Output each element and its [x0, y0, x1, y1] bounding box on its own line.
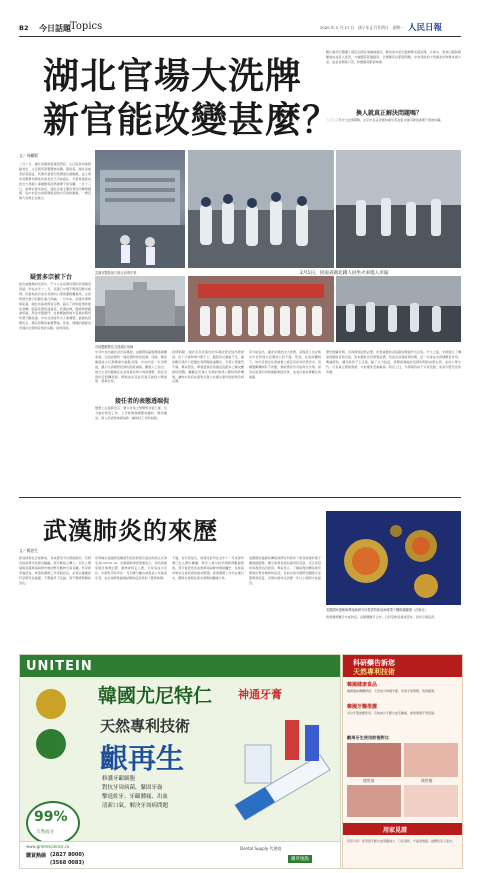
ad-right-body1: 韓國權威機構研發，天然成分修護牙齦，改善牙周問題，效果顯著。 — [347, 689, 438, 693]
certification-seal-icon — [36, 689, 66, 719]
ad-product-name: 齦再生 — [100, 742, 185, 775]
ad-bullet-item: 修護牙齦細胞 — [102, 776, 136, 782]
virus-microscope-image — [326, 511, 461, 605]
story1-body-col2: 中共中央向湖北派出指導組，由國務院副總理孫春蘭率領，全面加強對一線疫情防控的指導。同時，國家衛健委主任馬曉偉亦進駐武漢。中央的這一系列舉措，顯示出高層對疫情的高度重視。觀察人士指出，地方主官的撤換往往意味着政策方向的調整，新任官員能否扭轉局面，將取決於其能否真正做到公開透明、實事求是。 — [95, 350, 167, 384]
ad-brand-bar — [20, 655, 340, 677]
hazmat-workers-image — [188, 150, 334, 268]
page-header — [0, 0, 480, 44]
medical-team-banner-image — [188, 276, 334, 342]
ad-toothpaste[interactable] — [19, 654, 341, 869]
story1-body-col6: 歷史經驗表明，官員問責固然必要，但更重要的是從制度層面作出反思。沙士之後，中國建立了傳染病網絡直報系統，原本應能及早發現疫情，但此次武漢疫情初期，這一系統並未發揮應有作用。輿論認為，湖北新班子上任後，除了全力抗疫，更應認真檢討疫情初期的決策失誤，並向公眾交代。只有真正吸取教訓，才能避免悲劇重演。新官上任，外界期待的不只是表態，而是切實可見的改變。 — [326, 350, 461, 374]
story1-subhead3: 接任者的表態透端倪 — [115, 398, 170, 405]
ad-certification-badges — [28, 689, 84, 789]
staff-crowd-image — [336, 276, 461, 342]
ad-right-tagline: 韓國健康食品 — [347, 682, 378, 688]
ad-right-footer-bar — [343, 823, 462, 835]
story1-headline-line1: 湖北官場大洗牌 — [43, 55, 303, 97]
teeth-after-image-2 — [404, 785, 458, 817]
ad-percent-value: 99% — [34, 809, 68, 825]
ad-slogan-line2: 神通牙膏 — [238, 688, 282, 701]
ad-right-testimonials: 用家分享：使用後牙齦出血明顯減少，口氣清新，牙齒更穩固，推薦給家人朋友。 — [347, 839, 456, 843]
ad-dental-clinic[interactable] — [342, 654, 463, 869]
story2-body-col5: 病毒溯源關乎未來防疫，各國應攜手合作，以科學態度尋找答案，而非互相指責。 — [326, 615, 438, 619]
story1-body-col3: 疫情期間，湖北省及武漢市的多項決策受到外界批評。紅十字會物資分配不公、醫院床位嚴重不足、確診數字統計口徑變化等問題接連曝光，引發公眾強烈不滿。專家認為，單靠更換官員無法從根本上解決體制性問題，關鍵在於建立有效的資訊公開和問責機制，讓地方政府在面對突發公共衛生事件時能夠及時反應。 — [172, 350, 244, 384]
dateline: 2020 年 2 月 17 日 庚子年正月廿四日 星期一 — [320, 25, 404, 30]
story-divider — [19, 497, 461, 498]
story1-photo-hospital — [95, 150, 185, 268]
story2-body-col4: 美國國家過敏和傳染病研究所發布了新冠病毒的電子顯微鏡圖像，顯示病毒表面布滿冠狀突起，這正是冠狀病毒得名的原因。專家表示，了解病毒結構有助於開發針對性藥物和疫苗。目前全球多個研究團隊正加緊研發疫苗，但預計最快也需要一年以上時間才能面世。 — [249, 556, 321, 585]
story1-photo-building — [95, 276, 185, 342]
story1-subhead1: 疑雲多宗被下台 — [30, 274, 73, 281]
ad-bullet-item: 清新口氣，解決牙周病問題 — [102, 803, 169, 809]
after-label: 使用後 — [421, 778, 433, 783]
toothpaste-product-image — [225, 715, 335, 825]
ad-percent-badge — [26, 801, 80, 845]
topics-label: Topics — [70, 21, 103, 32]
ad-bullet-list — [102, 775, 222, 811]
story1-body-col5: 二〇〇三年沙士疫情期間，北京市長孟學農和衛生部長張文康同樣因處理不當被免職。 — [326, 118, 444, 122]
story1-byline: 文／周繼賢 — [19, 153, 38, 158]
page-number: B2 — [19, 24, 29, 32]
teeth-before-image — [347, 743, 401, 777]
ad-buy-button[interactable]: 購買地點 — [288, 855, 312, 863]
ad-phone-2[interactable]: (3568 0083) — [50, 860, 85, 866]
story1-body-col2b: 應勇上任後即表示，要以非常之舉應對非常之事，全力做好救治工作。王忠林則強調應收盡收、應治盡治。兩人的表態被視為新一輪防控工作的信號。 — [95, 406, 167, 420]
ad-right-subline: 韓國牙醫推薦 — [347, 704, 378, 710]
story1-body-col4: 有分析指出，湖北官場此次大洗牌，某程度上也反映出中央對地方治理能力的不滿。然而，在當前體制下，地方官員往往更重視上級意見而非民眾需求，這種激勵機制若不改變，類似情況仍可能再次出現。如何在追責的同時推動制度改革，成為社會各界關注的焦點。 — [249, 350, 321, 379]
story2-photo-caption: 美國國家過敏和傳染病研究所提供的新冠病毒電子顯微鏡圖像（法新社） — [326, 608, 428, 612]
ad-footer — [20, 841, 340, 869]
story1-photo-caption-small2: 各地醫療隊伍支援湖北前線 — [95, 345, 134, 349]
ad-right-title-line2: 天然專利技術 — [353, 668, 395, 676]
newspaper-logo: 人民日報 — [408, 23, 443, 33]
story1-photo-workers — [188, 150, 334, 268]
award-seal-icon — [36, 729, 66, 759]
ad-right-body2: 多位牙醫推薦使用，有效減少牙齦出血及腫痛，重建健康牙周組織。 — [347, 711, 438, 715]
ad-company: Dental Supply 代理商 — [240, 846, 282, 851]
street-checkpoint-image — [336, 150, 461, 268]
story1-photo-caption-main: 2月1日，河南省湖北籍人員坐火車進入市區 — [300, 271, 389, 276]
story2-byline: 文／楊思生 — [19, 548, 38, 553]
story1-photo-crowd — [336, 276, 461, 342]
ad-right-banner — [343, 655, 462, 677]
ad-right-footer: 用家見證 — [383, 827, 408, 834]
ad-hotline-label: 購買熱線 — [26, 853, 47, 859]
section-name: 今日話題 — [39, 24, 71, 33]
ad-right-compare-title: 齦周牙生使用前後對比 — [347, 735, 389, 740]
ad-right-title-line1: 科研藥告訴您 — [353, 659, 395, 667]
teeth-after-image — [404, 743, 458, 777]
ad-bullet-item: 擊退蛀牙、牙齦腫痛、出血 — [102, 794, 169, 800]
ad-phone-1[interactable]: (2827 8000) — [50, 852, 85, 858]
ad-brand-logo: UNITEIN — [26, 659, 93, 674]
story2-body-col2: 世界衛生組織將這種新型冠狀病毒引起的疾病正式命名為COVID-19。世衛總幹事譚德塞表示，命名時避免提及地理位置、動物或特定人群，以免造成污名化。中國科學家早在一月初便分離出病毒並公布基因序列，為全球研發檢測試劑和疫苗爭取了寶貴時間。 — [95, 556, 167, 580]
header-rule — [19, 36, 461, 37]
story1-subhead2: 換人就真正解決問題嗎？ — [356, 110, 423, 117]
ad-slogan-line1: 韓國尤尼特仁 — [98, 685, 213, 707]
story1-headline-line2: 新官能改變甚麼？ — [43, 99, 340, 141]
ad-website[interactable]: www.greenscience.co — [26, 844, 70, 849]
story2-body-col1: 新冠病毒在全球肆虐，其來源至今仍眾說紛紜。有研究指病毒可能源自蝙蝠，經中間宿主傳人；亦有人懷疑與武漢華南海鮮市場的野生動物交易有關。科學界普遍認為，病毒的溯源工作需時甚長，必須以嚴謹的科學研究為基礎，不應過早下定論，更不應將問題政治化。 — [19, 556, 91, 585]
ad-percent-note: 天然成分 — [36, 830, 54, 835]
story1-photo-street — [336, 150, 461, 268]
ad-tech-line: 天然專利技術 — [100, 717, 191, 735]
story1-photo-caption-small1: 武漢市醫院前日進行消毒作業 — [95, 271, 137, 275]
story2-headline: 武漢肺炎的來歷 — [43, 516, 218, 545]
government-building-image — [95, 276, 185, 342]
hospital-building-image — [95, 150, 185, 268]
before-label: 使用前 — [363, 778, 375, 783]
story1-body-col1b: 此次被撤換的官員中，不少人在疫情初期的表現備受質疑。早在去年十二月，武漢已出現不明原因肺炎病例，但當地政府並未及時向公眾披露相關資訊，反而對發出警示的醫生進行訓誡。一月中旬，武漢仍舉辦萬家宴，湖北省兩會照常召開，錯失了控制疫情的最佳時機。隨着疫情迅速蔓延，武漢封城，醫療資源嚴重短缺，患者求醫無門，社會輿論對地方官員的問責呼聲不斷高漲。中央在此時作出人事調整，被視為回應民意、穩定局勢的重要舉措。然而，問題的根源是否僅在於個別官員的失職，值得深思。 — [19, 282, 91, 331]
ad-bullet-item: 對抗牙周病菌，緊固牙齒 — [102, 785, 163, 791]
teeth-before-image-2 — [347, 785, 401, 817]
story2-photo-virus — [326, 511, 461, 605]
story2-body-col3: 不過，有學者指出，病毒可能早在去年十一月或更早便已在人群中傳播。研究人員分析早期病例數據發現，部分首批患者並無華南海鮮市場接觸史，意味着市場未必是病毒的最初源頭。病毒溯源工作仍在進行中，國際社會期待更多透明的數據分享。 — [172, 556, 244, 580]
story1-photo-team — [188, 276, 334, 342]
story1-body-topright: 數以萬計的醫護人員從全國各地馳援湖北，解放軍亦派出醫療隊支援武漢。火神山、雷神山醫院相繼建成並投入使用，方艙醫院陸續啟用，以緩解床位緊張問題。中央同時加大對湖北的物資支援力度，從各省調集口罩、防護服等緊缺物資。 — [326, 50, 461, 64]
story1-body-col1a: 二月十日，湖北省衛健委黨組書記、主任張晉和黨組副書記、主任劉英姿雙雙被免職。緊接着，湖北省委書記蔣超良、武漢市委書記馬國強也被撤換，由上海市長應勇和濟南市委書記王忠林接任。外界普遍認為此次大規模人事變動與疫情處理不當有關。二月十三日，新華社發布消息，湖北省委主要負責同志職務調整。從中央派出的督導組到地方官員的撤換，一場官場大洗牌正在進行。 — [19, 162, 91, 201]
